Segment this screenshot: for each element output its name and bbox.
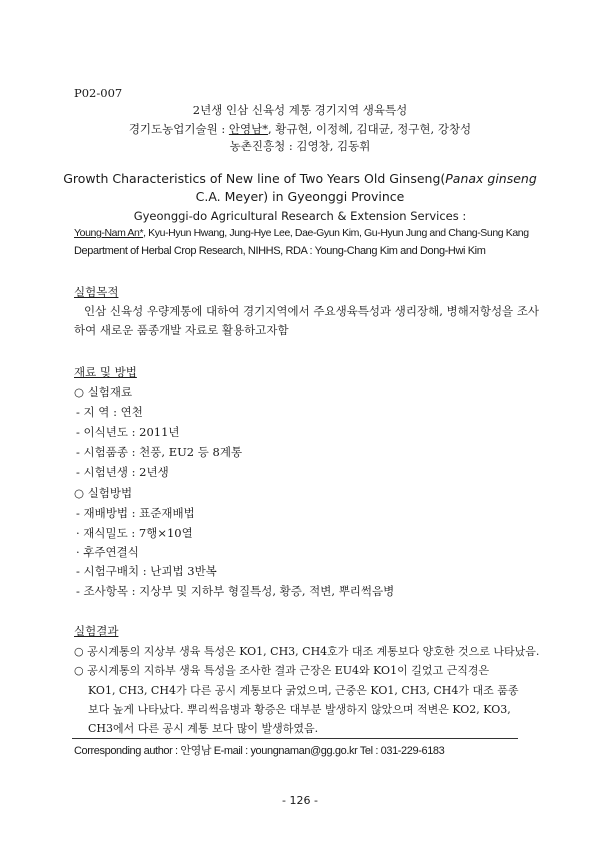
korean-authors-affiliation-2: 농촌진흥청 : 김영창, 김동휘 xyxy=(229,139,371,153)
objective-line-2: 하여 새로운 품종개발 자료로 활용하고자함 xyxy=(74,323,289,337)
korean-title: 2년생 인삼 신육성 계통 경기지역 생육특성 xyxy=(192,103,408,117)
methods-item: - 이식년도 : 2011년 xyxy=(76,425,180,439)
english-affiliation-2: Department of Herbal Crop Research, NIHHS, RDA : Young-Chang Kim and Dong-Hwi Kim xyxy=(74,245,486,257)
methods-item: - 시험구배치 : 난괴법 3반복 xyxy=(76,564,217,578)
methods-item: ○ 실험방법 xyxy=(74,486,133,500)
corresponding-author-ko: 안영남* xyxy=(228,122,268,136)
co-authors-en: , Kyu-Hyun Hwang, Jung-Hye Lee, Dae-Gyun Kim, Gu-Hyun Jung and Chang-Sung Kang xyxy=(143,227,529,239)
results-line: ○ 공시계통의 지하부 생육 특성을 조사한 결과 근장은 EU4와 KO1이 길었고 근직경은 xyxy=(74,664,490,677)
methods-item: - 시험품종 : 천풍, EU2 등 8계통 xyxy=(76,445,243,459)
footer-divider xyxy=(72,738,518,739)
corresponding-author-en: Young-Nam An* xyxy=(74,227,144,239)
methods-item: · 재식밀도 : 7행×10열 xyxy=(76,526,193,540)
section-heading-objective: 실험목적 xyxy=(74,285,119,299)
affiliation-prefix: 경기도농업기술원 : xyxy=(128,122,229,136)
section-heading-results: 실험결과 xyxy=(74,624,119,638)
species-name: Panax ginseng xyxy=(445,171,537,186)
results-line: CH3에서 다른 공시 계통 보다 많이 발생하였음. xyxy=(88,722,319,735)
methods-item: - 지 역 : 연천 xyxy=(76,405,143,419)
methods-item: ○ 실험재료 xyxy=(74,385,133,399)
results-line: 보다 높게 나타났다. 뿌리썩음병과 황증은 대부분 발생하지 않았으며 적변은 KO2, KO3, xyxy=(88,703,511,716)
methods-item: - 시험년생 : 2년생 xyxy=(76,465,169,479)
methods-item: · 후주연결식 xyxy=(76,545,139,559)
english-title-line-2: C.A. Meyer) in Gyeonggi Province xyxy=(195,189,405,204)
corresponding-author-footer: Corresponding author : 안영남 E-mail : youngnaman@gg.go.kr Tel : 031-229-6183 xyxy=(74,745,445,757)
english-title-text: Growth Characteristics of New line of Two Years Old Ginseng( xyxy=(63,171,446,186)
co-authors-ko: , 황규현, 이정혜, 김대균, 정구현, 강창성 xyxy=(267,122,472,136)
objective-line-1: 인삼 신육성 우량계통에 대하여 경기지역에서 주요생육특성과 생리장해, 병해저항성을 조사 xyxy=(84,304,540,318)
english-title-line-1 xyxy=(0,171,600,186)
english-authors-1 xyxy=(74,227,529,239)
results-line: ○ 공시계통의 지상부 생육 특성은 KO1, CH3, CH4호가 대조 계통보다 양호한 것으로 나타났음. xyxy=(74,645,540,658)
paper-code: P02-007 xyxy=(74,86,123,100)
page-number: - 126 - xyxy=(282,794,318,807)
results-line: KO1, CH3, CH4가 다른 공시 계통보다 굵었으며, 근중은 KO1, CH3, CH4가 대조 품종 xyxy=(88,684,519,697)
english-affiliation-1: Gyeonggi-do Agricultural Research & Extension Services : xyxy=(133,209,467,223)
methods-item: - 재배방법 : 표준재배법 xyxy=(76,506,195,520)
section-heading-methods: 재료 및 방법 xyxy=(74,365,137,379)
methods-item: - 조사항목 : 지상부 및 지하부 형질특성, 황증, 적변, 뿌리썩음병 xyxy=(76,584,395,598)
korean-authors-affiliation-1 xyxy=(0,121,600,137)
